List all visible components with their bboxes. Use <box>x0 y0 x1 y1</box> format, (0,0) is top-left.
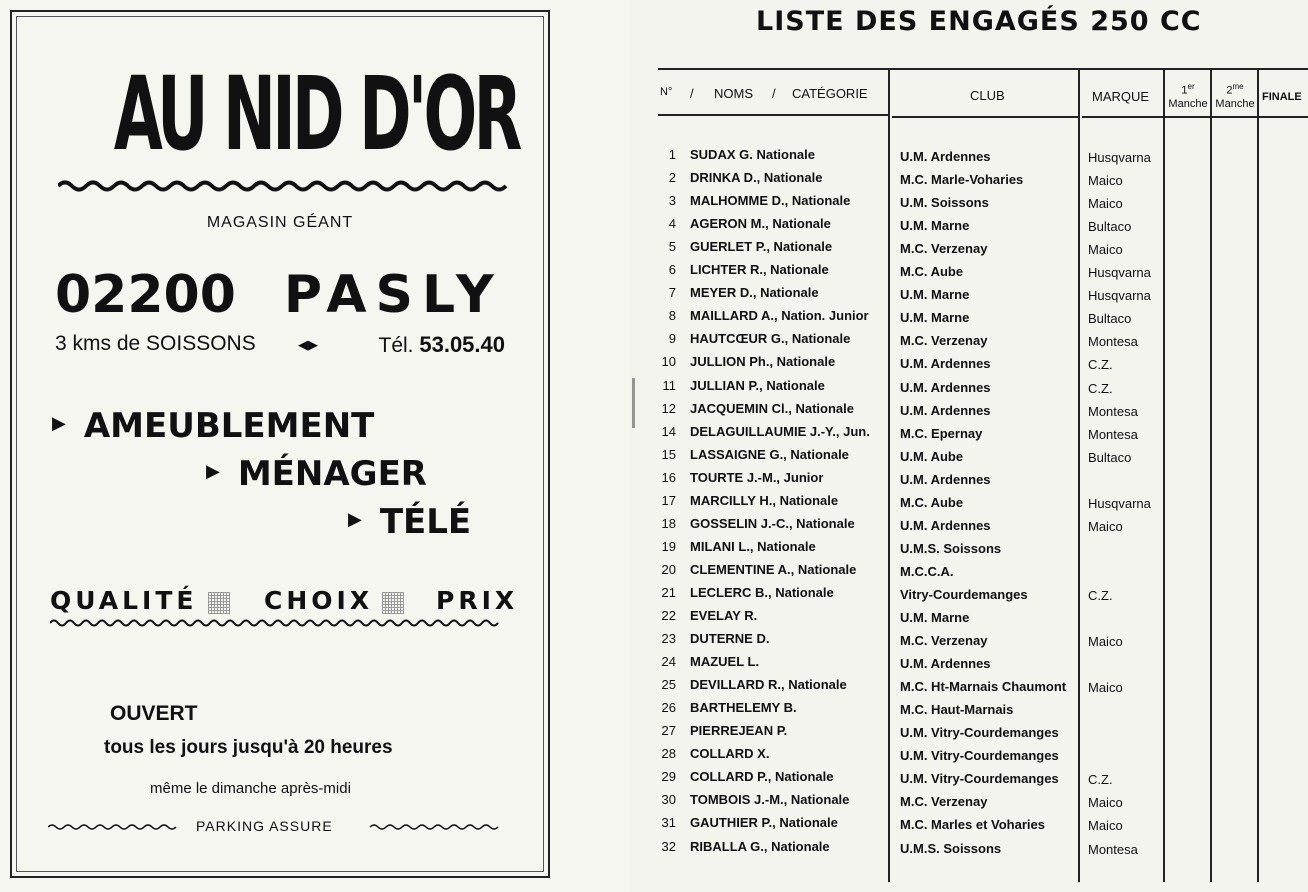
entrant-club: U.M. Ardennes <box>900 356 991 371</box>
entrant-number: 2 <box>668 170 676 185</box>
entrant-name: GAUTHIER P., Nationale <box>690 815 838 830</box>
entrant-marque: Montesa <box>1088 334 1138 349</box>
entrant-number: 31 <box>661 815 676 830</box>
entrant-name: CLEMENTINE A., Nationale <box>690 562 857 577</box>
ad-category-furniture <box>52 406 374 446</box>
entrant-name: GOSSELIN J.-C., Nationale <box>690 516 855 531</box>
entrant-club: M.C. Ht-Marnais Chaumont <box>900 679 1067 694</box>
entrant-number: 5 <box>668 239 676 254</box>
entrant-number: 16 <box>661 470 676 485</box>
entrant-marque: C.Z. <box>1088 588 1113 603</box>
double-arrow-icon: ◀▶ <box>298 337 318 352</box>
entrant-name: LICHTER R., Nationale <box>690 262 829 277</box>
table-row <box>630 470 1308 493</box>
price-label: PRIX <box>436 586 519 615</box>
entrant-marque: Bultaco <box>1088 311 1132 326</box>
triangle-bullet-icon: ▶ <box>52 413 66 434</box>
entrant-name: JACQUEMIN Cl., Nationale <box>690 401 854 416</box>
entrants-list-page <box>630 0 1308 892</box>
entrant-marque: Montesa <box>1088 427 1138 442</box>
table-row <box>630 562 1308 585</box>
ad-city: PASLY <box>283 265 503 325</box>
ad-postcode: 02200 <box>55 265 236 325</box>
category-label: AMEUBLEMENT <box>83 406 375 446</box>
entrant-club: U.M.S. Soissons <box>900 841 1002 856</box>
ad-telephone <box>379 332 506 358</box>
table-row <box>630 493 1308 516</box>
table-row <box>630 170 1308 193</box>
entrant-marque: Husqvarna <box>1088 150 1151 165</box>
entrant-marque: Maico <box>1088 519 1123 534</box>
entrant-number: 32 <box>661 839 676 854</box>
entrant-number: 29 <box>661 769 676 784</box>
category-label: MÉNAGER <box>237 454 427 494</box>
entrant-name: JULLIAN P., Nationale <box>690 378 825 393</box>
entrant-club: M.C. Aube <box>900 264 964 279</box>
entrant-marque: Maico <box>1088 818 1123 833</box>
list-title: LISTE DES ENGAGÉS 250 CC <box>756 6 1202 37</box>
entrant-club: U.M. Marne <box>900 610 970 625</box>
table-row <box>630 308 1308 331</box>
table-row <box>630 354 1308 377</box>
entrant-club: M.C. Marles et Voharies <box>900 817 1045 832</box>
entrant-name: DUTERNE D. <box>690 631 770 646</box>
table-row <box>630 539 1308 562</box>
entrant-marque: Husqvarna <box>1088 288 1151 303</box>
entrant-name: BARTHELEMY B. <box>690 700 797 715</box>
wavy-line-left <box>48 822 178 832</box>
table-row <box>630 424 1308 447</box>
entrant-number: 22 <box>661 608 676 623</box>
dotted-square-icon <box>208 592 230 614</box>
entrant-name: LECLERC B., Nationale <box>690 585 834 600</box>
category-label: TÉLÉ <box>379 502 472 542</box>
entrant-name: TOURTE J.-M., Junior <box>690 470 824 485</box>
entrant-name: MILANI L., Nationale <box>690 539 816 554</box>
entrant-number: 8 <box>668 308 676 323</box>
entrant-number: 11 <box>662 378 676 393</box>
entrant-marque: C.Z. <box>1088 772 1113 787</box>
table-row <box>630 239 1308 262</box>
quality-label: QUALITÉ <box>50 586 198 615</box>
header-manche-1: 1er Manche <box>1168 82 1208 110</box>
entrant-club: M.C. Epernay <box>900 426 983 441</box>
table-row <box>630 815 1308 838</box>
triangle-bullet-icon: ▶ <box>206 461 220 482</box>
ad-title: AU NID D'OR <box>113 55 519 174</box>
entrant-number: 21 <box>661 585 676 600</box>
entrant-name: HAUTCŒUR G., Nationale <box>690 331 851 346</box>
table-row <box>630 654 1308 677</box>
table-row <box>630 746 1308 769</box>
table-row <box>630 516 1308 539</box>
table-row <box>630 792 1308 815</box>
ad-contact-line <box>55 332 505 356</box>
entrant-marque: Maico <box>1088 634 1123 649</box>
advertisement-page <box>0 0 630 892</box>
header-names: NOMS <box>714 86 753 101</box>
entrant-number: 17 <box>661 493 676 508</box>
open-title: OUVERT <box>110 702 198 725</box>
entrant-marque: Bultaco <box>1088 450 1132 465</box>
table-row <box>630 700 1308 723</box>
entrant-number: 25 <box>661 677 676 692</box>
entrant-name: COLLARD P., Nationale <box>690 769 834 784</box>
table-row <box>630 331 1308 354</box>
entrant-club: U.M. Ardennes <box>900 656 991 671</box>
entrant-marque: C.Z. <box>1088 381 1113 396</box>
entrant-name: TOMBOIS J.-M., Nationale <box>690 792 850 807</box>
entrant-club: M.C. Verzenay <box>900 241 988 256</box>
entrant-number: 28 <box>661 746 676 761</box>
entrant-club: U.M. Aube <box>900 449 964 464</box>
wavy-line-right <box>370 822 500 832</box>
entrant-number: 14 <box>661 424 676 439</box>
entrant-number: 6 <box>668 262 676 277</box>
triangle-bullet-icon: ▶ <box>348 509 362 530</box>
header-finale: FINALE <box>1262 91 1302 103</box>
entrant-number: 30 <box>661 792 676 807</box>
entrant-number: 12 <box>661 401 676 416</box>
entrant-club: U.M. Marne <box>900 310 970 325</box>
open-hours: tous les jours jusqu'à 20 heures <box>104 737 393 758</box>
entrant-club: U.M. Vitry-Courdemanges <box>900 771 1059 786</box>
entrant-number: 18 <box>661 516 676 531</box>
entrant-club: M.C. Verzenay <box>900 333 988 348</box>
entrant-name: DEVILLARD R., Nationale <box>690 677 847 692</box>
table-row <box>630 447 1308 470</box>
header-number: N° <box>660 86 673 98</box>
entrant-number: 15 <box>661 447 676 462</box>
entrant-marque: Maico <box>1088 242 1123 257</box>
table-row <box>630 216 1308 239</box>
header-marque: MARQUE <box>1092 89 1150 104</box>
table-row <box>630 839 1308 862</box>
entrant-club: U.M. Ardennes <box>900 518 991 533</box>
ad-category-household <box>206 454 427 494</box>
table-row <box>630 769 1308 792</box>
ad-distance: 3 kms de SOISSONS <box>55 332 256 355</box>
table-row <box>630 631 1308 654</box>
header-separator: / <box>690 86 694 101</box>
entrant-marque: Maico <box>1088 795 1123 810</box>
entrant-name: MAILLARD A., Nation. Junior <box>690 308 869 323</box>
entrant-marque: Husqvarna <box>1088 265 1151 280</box>
table-row <box>630 401 1308 424</box>
entrant-club: U.M. Ardennes <box>900 403 991 418</box>
table-row <box>630 285 1308 308</box>
entrant-marque: Maico <box>1088 680 1123 695</box>
entrant-club: U.M. Soissons <box>900 195 989 210</box>
entrant-marque: Bultaco <box>1088 219 1132 234</box>
table-row <box>630 723 1308 746</box>
wavy-divider-top <box>58 179 508 193</box>
entrant-club: M.C. Verzenay <box>900 794 988 809</box>
entrant-name: DRINKA D., Nationale <box>690 170 823 185</box>
header-separator: / <box>772 86 776 101</box>
entrant-number: 26 <box>661 700 676 715</box>
entrant-number: 19 <box>661 539 676 554</box>
table-row <box>630 193 1308 216</box>
tel-number: 53.05.40 <box>419 332 505 357</box>
advertisement-frame <box>10 10 550 878</box>
entrant-club: U.M. Vitry-Courdemanges <box>900 748 1059 763</box>
dotted-square-icon <box>382 592 404 614</box>
entrant-name: LASSAIGNE G., Nationale <box>690 447 849 462</box>
entrant-club: U.M. Vitry-Courdemanges <box>900 725 1059 740</box>
table-row <box>630 378 1308 401</box>
entrant-club: Vitry-Courdemanges <box>900 587 1028 602</box>
entrant-name: AGERON M., Nationale <box>690 216 831 231</box>
header-club: CLUB <box>970 88 1005 103</box>
entrant-marque: Husqvarna <box>1088 496 1151 511</box>
entrant-name: MAZUEL L. <box>690 654 760 669</box>
table-row <box>630 147 1308 170</box>
header-bottom-rule-club <box>892 116 1078 118</box>
entrant-name: DELAGUILLAUMIE J.-Y., Jun. <box>690 424 870 439</box>
entrant-club: U.M. Marne <box>900 218 970 233</box>
entrant-number: 3 <box>668 193 676 208</box>
entrant-name: MEYER D., Nationale <box>690 285 819 300</box>
entrant-marque: Maico <box>1088 173 1123 188</box>
entrant-club: M.C. Marle-Voharies <box>900 172 1024 187</box>
ad-subtitle: MAGASIN GÉANT <box>206 214 354 231</box>
entrant-club: M.C.C.A. <box>900 564 954 579</box>
entrant-club: M.C. Aube <box>900 495 964 510</box>
table-row <box>630 262 1308 285</box>
header-manche-2: $2^{me}$ Manche <box>1215 82 1255 110</box>
entrant-number: 27 <box>661 723 676 738</box>
table-row <box>630 677 1308 700</box>
tel-label: Tél. <box>378 334 414 357</box>
entrant-number: 24 <box>661 654 676 669</box>
entrant-club: U.M.S. Soissons <box>900 541 1002 556</box>
open-sunday: même le dimanche après-midi <box>150 780 351 797</box>
wavy-divider-bottom <box>50 618 502 628</box>
entrant-number: 9 <box>668 331 676 346</box>
entrant-club: M.C. Verzenay <box>900 633 988 648</box>
entrant-name: JULLION Ph., Nationale <box>690 354 836 369</box>
entrant-club: U.M. Marne <box>900 287 970 302</box>
entrant-name: COLLARD X. <box>690 746 770 761</box>
entrant-club: U.M. Ardennes <box>900 472 991 487</box>
entrant-marque: Montesa <box>1088 842 1138 857</box>
entrant-name: SUDAX G. Nationale <box>690 147 815 162</box>
entrant-name: GUERLET P., Nationale <box>690 239 833 254</box>
entrant-number: 7 <box>668 285 676 300</box>
header-category: CATÉGORIE <box>792 86 868 101</box>
entrant-name: MARCILLY H., Nationale <box>690 493 839 508</box>
table-row <box>630 608 1308 631</box>
entrant-club: U.M. Ardennes <box>900 380 991 395</box>
entrant-marque: Montesa <box>1088 404 1138 419</box>
parking-label: PARKING ASSURE <box>196 818 333 834</box>
entrant-number: 20 <box>661 562 676 577</box>
entrant-club: U.M. Ardennes <box>900 149 991 164</box>
ad-address <box>55 265 503 325</box>
entrant-number: 1 <box>668 147 676 162</box>
table-row <box>630 585 1308 608</box>
header-bottom-rule-results <box>1082 116 1308 118</box>
entrant-name: RIBALLA G., Nationale <box>690 839 830 854</box>
entrant-number: 4 <box>668 216 676 231</box>
entrant-name: PIERREJEAN P. <box>690 723 788 738</box>
entrant-number: 10 <box>661 354 676 369</box>
entrant-marque: Maico <box>1088 196 1123 211</box>
choice-label: CHOIX <box>264 586 374 615</box>
entrant-number: 23 <box>661 631 676 646</box>
entrant-club: M.C. Haut-Marnais <box>900 702 1014 717</box>
header-bottom-rule-names <box>658 114 888 116</box>
ad-category-tv <box>348 502 471 542</box>
entrant-name: EVELAY R. <box>690 608 758 623</box>
entrant-marque: C.Z. <box>1088 357 1113 372</box>
entrant-name: MALHOMME D., Nationale <box>690 193 851 208</box>
